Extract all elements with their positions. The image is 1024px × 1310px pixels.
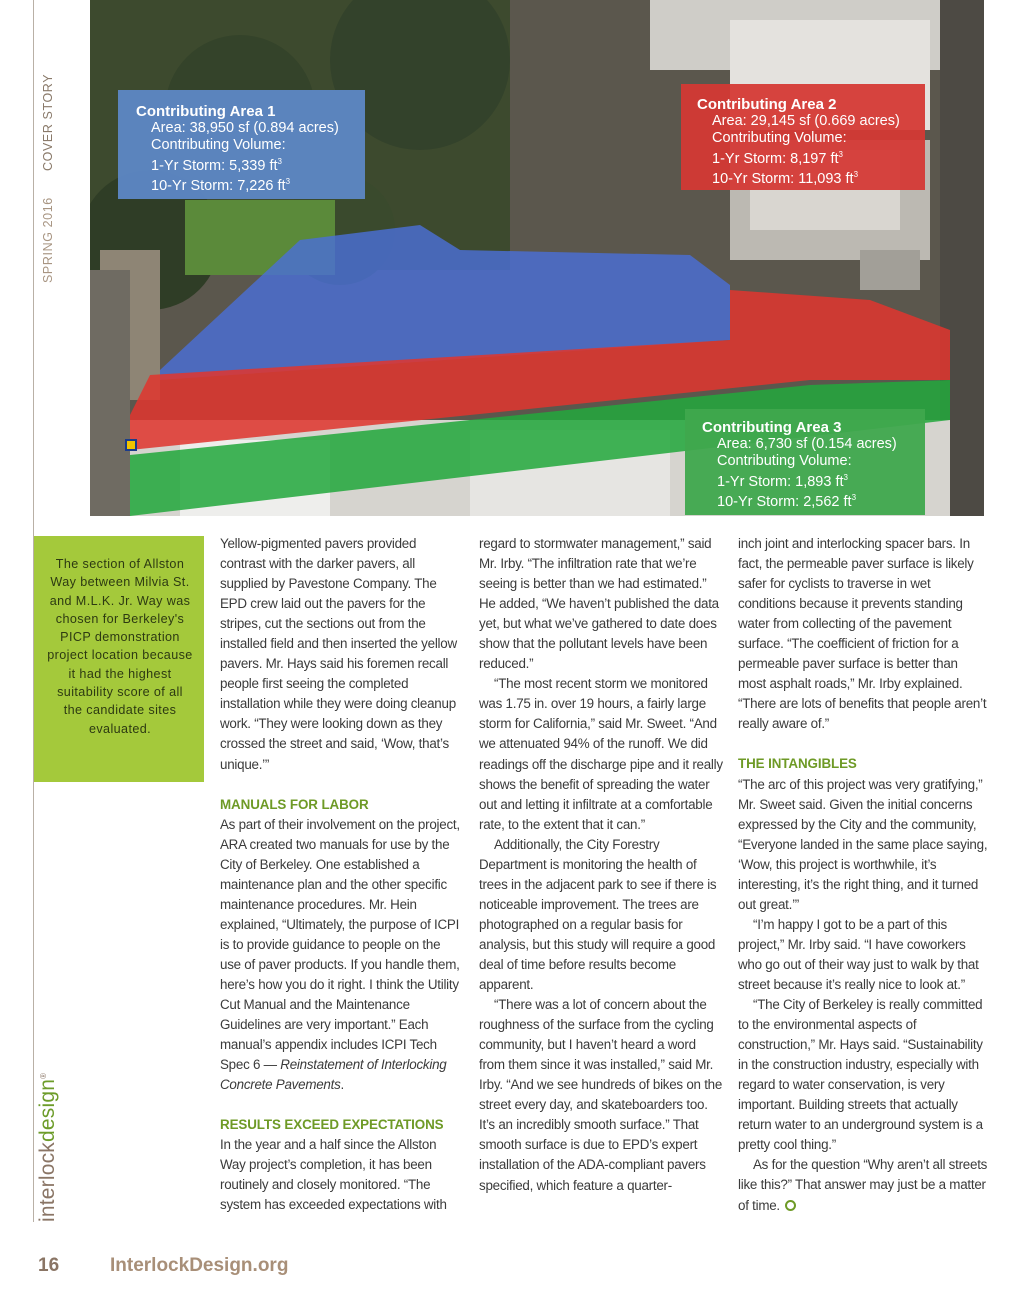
paragraph: regard to stormwater management,” said Mr. Irby. “The infiltration rate that we’re seeing is better than we had estimated.” He added, “We haven’t published the data yet, but what we’ve gathered to date does show that the pollutant levels have been reduced.” <box>479 536 719 672</box>
issue-label: SPRING 2016 <box>41 197 55 283</box>
paragraph: “The most recent storm we monitored was 1.75 in. over 19 hours, a fairly large storm for California,” said Mr. Sweet. “And we attenuated 94% of the runoff. We did readings off the discharge pipe and it really shows the benefit of spreading the water out and letting it infiltrate at a comfortable rate, to the extent that it can.” <box>479 676 723 832</box>
brand-logo: interlockdesign® <box>36 1072 59 1222</box>
paragraph: Yellow-pigmented pavers provided contrast with the darker pavers, all supplied by Pavestone Company. The EPD crew laid out the pavers for the stripes, cut the sections out from the installed field and then inserted the yellow pavers. Mr. Hays said his foremen recall people first seeing the completed installation while they were doing cleanup work. “They were looking down as they crossed the street and said, ‘Wow, that’s unique.’” <box>220 536 457 772</box>
paragraph: “I’m happy I got to be a part of this project,” Mr. Irby said. “I have coworkers who go out of their way just to walk by that street because it’s really nice to look at.” <box>738 916 979 992</box>
paragraph: “There was a lot of concern about the roughness of the surface from the cycling community, but I haven’t heard a word from them since it was installed,” said Mr. Irby. “And we see hundreds of bikes on the street every day, and skateboarders too. It’s an incredibly smooth surface.” That smooth surface is due to EPD’s expert installation of the ADA-compliant pavers specified, which feature a quarter- <box>479 997 723 1193</box>
paragraph: As for the question “Why aren’t all streets like this?” That answer may just be a matter of time. <box>738 1157 988 1213</box>
paragraph: “The City of Berkeley is really committed to the environmental aspects of construction,” Mr. Hays said. “Sustainability in the construction industry, especially with regard to water conservation, is very important. Building streets that actually return water to an underground system is a pretty cool thing.” <box>738 997 983 1153</box>
paragraph: Additionally, the City Forestry Department is monitoring the health of trees in the adjacent park to see if there is noticeable improvement. The trees are photographed on a regular basis for analysis, but this study will require a good deal of time before results become apparent. <box>479 836 717 993</box>
article-column-2 <box>479 534 723 1196</box>
paragraph: “The arc of this project was very gratifying,” Mr. Sweet said. Given the initial concerns expressed by the City and the community, “Everyone landed in the same place saying, ‘Wow, this project is worthwhile, it’s interesting, it’s the right thing, and it turned out great.’” <box>738 776 988 912</box>
section-heading: THE INTANGIBLES <box>738 756 857 772</box>
section-heading: RESULTS EXCEED EXPECTATIONS <box>220 1117 444 1133</box>
sidebar-callout: The section of Allston Way between Milvia St. and M.L.K. Jr. Way was chosen for Berkeley's PICP demonstration project location because it had the highest suitability score of all the candidate sites evaluated. <box>34 536 204 782</box>
end-of-article-icon <box>785 1200 796 1211</box>
article-column-1 <box>220 534 464 1216</box>
page-number: 16 <box>38 1255 60 1276</box>
contributing-area-2-label: Contributing Area 2 Area: 29,145 sf (0.669 acres) Contributing Volume: 1-Yr Storm: 8,197 $ft^3$ 10-Yr Storm: 11,093 $ft^3$ <box>681 84 925 190</box>
contributing-area-3-label: Contributing Area 3 Area: 6,730 sf (0.154 acres) Contributing Volume: 1-Yr Storm: 1,893 $ft^3$ 10-Yr Storm: 2,562 $ft^3$ <box>685 409 925 515</box>
paragraph: As part of their involvement on the project, ARA created two manuals for use by the City of Berkeley. One established a maintenance plan and the other specific maintenance procedures. Mr. Hein explained, “Ultimately, the purpose of ICPI is to provide guidance to people on the use of paver products. If you handle them, here’s how you do it right. I think the Utility Cut Manual and the Maintenance Guidelines are very important.” Each manual’s appendix includes ICPI Tech Spec 6 — Reinstatement of Interlocking Concrete Pavements. <box>220 816 460 1093</box>
website-link[interactable]: InterlockDesign.org <box>110 1255 289 1276</box>
article-column-3 <box>738 534 988 1216</box>
paragraph: inch joint and interlocking spacer bars. In fact, the permeable paver surface is likely safer for cyclists to traverse in wet conditions because it prevents standing water from collecting of the pavement surface. “The coefficient of friction for a permeable paver surface is better than most asphalt roads,” Mr. Irby explained. “There are lots of benefits that people aren’t really aware of.” <box>738 536 987 732</box>
section-heading: MANUALS FOR LABOR <box>220 796 369 812</box>
contributing-area-1-label: Contributing Area 1 Area: 38,950 sf (0.894 acres) Contributing Volume: 1-Yr Storm: 5,339 $ft^3$ 10-Yr Storm: 7,226 $ft^3$ <box>118 90 365 199</box>
section-label: COVER STORY <box>41 73 55 171</box>
paragraph: In the year and a half since the Allston Way project’s completion, it has been routinely and closely monitored. “The system has exceeded expectations with <box>220 1137 447 1213</box>
